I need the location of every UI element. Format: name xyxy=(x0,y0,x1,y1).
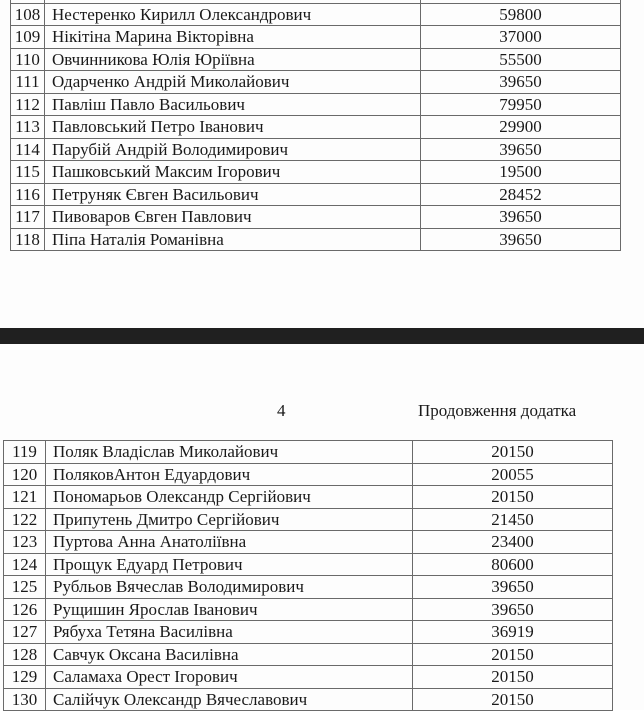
row-amount: 23400 xyxy=(413,531,613,554)
table-row xyxy=(4,531,613,554)
row-name: Одарченко Андрій Миколайович xyxy=(45,71,421,94)
row-number: 113 xyxy=(11,116,45,139)
row-name: Петруняк Євген Васильович xyxy=(45,183,421,206)
row-number: 119 xyxy=(4,441,46,464)
table-row xyxy=(4,643,613,666)
row-number: 127 xyxy=(4,621,46,644)
table-row xyxy=(11,116,621,139)
row-number: 108 xyxy=(11,3,45,26)
row-name: Парубій Андрій Володимирович xyxy=(45,138,421,161)
row-number: 124 xyxy=(4,553,46,576)
table-row xyxy=(11,183,621,206)
table-row xyxy=(11,206,621,229)
continuation-label: Продовження додатка xyxy=(418,401,577,420)
table-row xyxy=(4,576,613,599)
row-number: 125 xyxy=(4,576,46,599)
row-amount: 20150 xyxy=(413,486,613,509)
row-name: Павловський Петро Іванович xyxy=(45,116,421,139)
row-name: Нікітіна Марина Вікторівна xyxy=(45,26,421,49)
row-name: Рубльов Вячеслав Володимирович xyxy=(46,576,413,599)
row-amount: 21450 xyxy=(413,508,613,531)
table-row xyxy=(4,688,613,711)
table-row xyxy=(4,508,613,531)
row-number: 129 xyxy=(4,666,46,689)
row-number: 110 xyxy=(11,48,45,71)
row-amount: 80600 xyxy=(413,553,613,576)
row-name: Пуртова Анна Анатоліївна xyxy=(46,531,413,554)
row-number: 109 xyxy=(11,26,45,49)
row-amount: 39650 xyxy=(421,228,621,251)
row-amount: 39650 xyxy=(421,71,621,94)
table-row xyxy=(4,441,613,464)
row-number: 120 xyxy=(4,463,46,486)
recipients-table-bottom xyxy=(3,440,613,711)
row-amount: 28452 xyxy=(421,183,621,206)
row-number: 128 xyxy=(4,643,46,666)
row-amount: 20150 xyxy=(413,643,613,666)
recipients-table-top xyxy=(10,0,621,251)
row-amount: 20150 xyxy=(413,688,613,711)
row-number: 123 xyxy=(4,531,46,554)
table-row xyxy=(11,138,621,161)
row-name: Піпа Наталія Романівна xyxy=(45,228,421,251)
row-name: Саламаха Орест Ігорович xyxy=(46,666,413,689)
table-row xyxy=(4,486,613,509)
row-number: 116 xyxy=(11,183,45,206)
row-number: 126 xyxy=(4,598,46,621)
row-amount: 20055 xyxy=(413,463,613,486)
table-row xyxy=(4,553,613,576)
row-amount: 20150 xyxy=(413,441,613,464)
table-row xyxy=(11,48,621,71)
row-name: Павліш Павло Васильович xyxy=(45,93,421,116)
table-row xyxy=(11,3,621,26)
row-amount: 37000 xyxy=(421,26,621,49)
row-amount: 19500 xyxy=(421,161,621,184)
row-amount: 59800 xyxy=(421,3,621,26)
row-number: 117 xyxy=(11,206,45,229)
row-number: 121 xyxy=(4,486,46,509)
row-amount: 39650 xyxy=(413,576,613,599)
row-name: Рябуха Тетяна Василівна xyxy=(46,621,413,644)
row-number: 122 xyxy=(4,508,46,531)
table-row xyxy=(11,71,621,94)
row-amount: 36919 xyxy=(413,621,613,644)
row-name: ПоляковАнтон Едуардович xyxy=(46,463,413,486)
row-name: Овчинникова Юлія Юріївна xyxy=(45,48,421,71)
row-amount: 79950 xyxy=(421,93,621,116)
row-name: Припутень Дмитро Сергійович xyxy=(46,508,413,531)
row-name: Нестеренко Кирилл Олександрович xyxy=(45,3,421,26)
row-amount: 20150 xyxy=(413,666,613,689)
table-row xyxy=(4,598,613,621)
row-number: 111 xyxy=(11,71,45,94)
document-page-top xyxy=(0,0,644,328)
table-row xyxy=(11,26,621,49)
table-row xyxy=(4,666,613,689)
row-amount: 29900 xyxy=(421,116,621,139)
row-number: 112 xyxy=(11,93,45,116)
row-name: Пашковський Максим Ігорович xyxy=(45,161,421,184)
row-amount: 39650 xyxy=(413,598,613,621)
row-number: 130 xyxy=(4,688,46,711)
table-row xyxy=(11,228,621,251)
table-row xyxy=(4,463,613,486)
row-name: Пономарьов Олександр Сергійович xyxy=(46,486,413,509)
row-amount: 39650 xyxy=(421,206,621,229)
row-name: Салійчук Олександр Вячеславович xyxy=(46,688,413,711)
row-name: Савчук Оксана Василівна xyxy=(46,643,413,666)
row-amount: 55500 xyxy=(421,48,621,71)
table-row xyxy=(11,161,621,184)
row-number: 114 xyxy=(11,138,45,161)
row-name: Поляк Владіслав Миколайович xyxy=(46,441,413,464)
row-amount: 39650 xyxy=(421,138,621,161)
page-number: 4 xyxy=(277,401,286,420)
row-number: 115 xyxy=(11,161,45,184)
row-name: Прощук Едуард Петрович xyxy=(46,553,413,576)
row-number: 118 xyxy=(11,228,45,251)
row-name: Пивоваров Євген Павлович xyxy=(45,206,421,229)
table-row xyxy=(11,93,621,116)
document-page-bottom xyxy=(0,344,644,710)
row-name: Рущишин Ярослав Іванович xyxy=(46,598,413,621)
page-separator xyxy=(0,328,644,344)
table-row xyxy=(4,621,613,644)
